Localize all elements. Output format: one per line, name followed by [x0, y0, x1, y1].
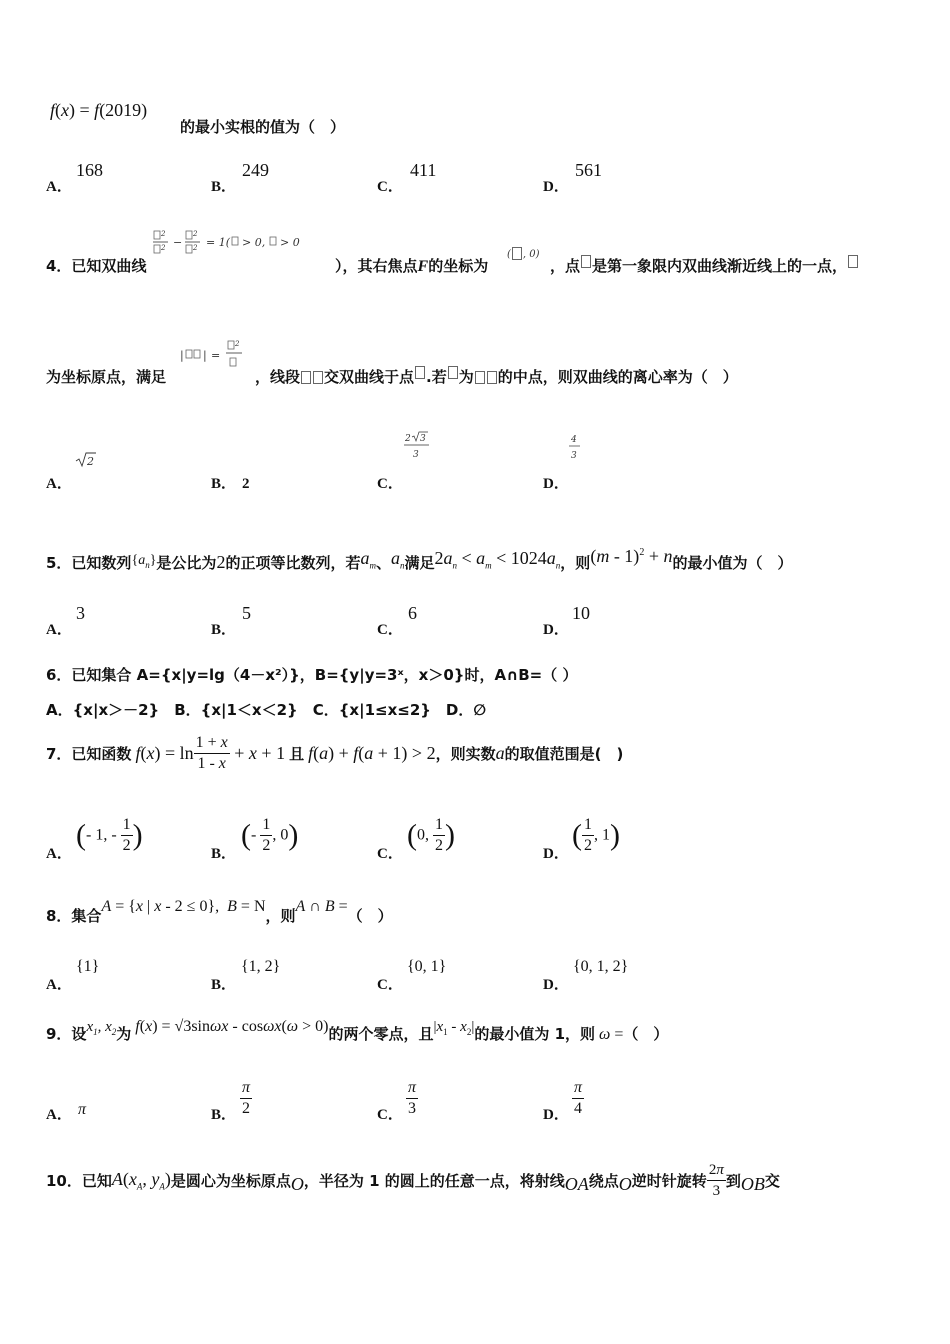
q9-text-min: 的最小值为 1，则: [474, 1025, 596, 1043]
q9-option-b-label: B．: [211, 1107, 237, 1123]
q5-option-c-value: 6: [408, 603, 417, 623]
q7-text-and: 且: [289, 745, 305, 763]
svg-text:= 1(: = 1(: [206, 236, 231, 249]
q8-option-d-value: {0, 1, 2}: [573, 958, 629, 975]
q9-option-c-value: $\frac{\pi}{3}$: [408, 1079, 417, 1117]
svg-text:4: 4: [571, 435, 577, 445]
q9-text-are: 为: [116, 1025, 132, 1043]
q10-text-around: 绕点: [588, 1172, 619, 1190]
q8-option-a-value: {1}: [76, 958, 100, 975]
q4-text-intersect: 交双曲线于点: [324, 368, 415, 386]
svg-text:> 0: > 0: [280, 236, 300, 249]
svg-text:3: 3: [571, 451, 577, 461]
q4-option-b-prefix: B．: [211, 476, 237, 492]
q5-stem: 5．已知数列$\{a_n\}$是公比为2的正项等比数列，若$a_m$、$a_n$满足$2a_n < a_m < 1024a_n$，则(m - 1)$^2$ + n的最小值为（ ）: [46, 546, 793, 572]
q4-stem-part3: [550, 255, 859, 276]
q4-text-asymptote: 是第一象限内双曲线渐近线上的一点，: [592, 257, 848, 275]
q8-option-d-label: D．: [543, 977, 569, 993]
q9-option-b-value: $\frac{\pi}{2}$: [242, 1079, 251, 1117]
q10-text-cross: 交: [764, 1172, 780, 1190]
q4-option-b-label: [211, 472, 250, 493]
q3-option-d-value: 561: [575, 160, 602, 180]
q7-option-c-label: C．: [377, 846, 403, 862]
q3-equation: f(x) = f(2019): [50, 100, 148, 120]
q10-text-radius: ，半径为 1 的圆上的任意一点，将射线: [303, 1172, 565, 1190]
q9-text-start: 9．设: [46, 1025, 87, 1043]
q5-option-a-label: A．: [46, 622, 72, 638]
q4-stem-start: 4．已知双曲线: [46, 257, 147, 275]
q4-text-is: 为: [458, 368, 474, 386]
q4-hyperbola-equation: [152, 228, 337, 265]
q6-options: A．{x|x＞－2} B．{x|1＜x＜2} C．{x|1≤x≤2} D．∅: [46, 701, 487, 719]
q8-option-b-value: {1, 2}: [241, 958, 281, 975]
q5-option-d-label: D．: [543, 622, 569, 638]
q9-text-zeros: 的两个零点，且: [328, 1025, 434, 1043]
svg-text:|: |: [180, 349, 184, 362]
q4-stem-line2a: 为坐标原点，满足: [46, 368, 167, 386]
q4-option-c-label: C．: [377, 476, 403, 492]
q9-text-paren: （ ）: [623, 1025, 669, 1043]
q10-text-start: 10．已知: [46, 1172, 112, 1190]
q7-text-range: 的取值范围是( ): [504, 745, 624, 763]
q7-option-d-value: ( $\frac{1}{2}$ , 1): [572, 816, 620, 854]
q8-text-start: 8．集合: [46, 907, 102, 925]
q3-option-d-label: D．: [543, 179, 569, 195]
q7-option-d-label: D．: [543, 846, 569, 862]
q7-var-a: a: [495, 743, 505, 763]
q4-text-coords: 的坐标为: [428, 257, 489, 275]
svg-text:2: 2: [235, 340, 240, 348]
q8-text-then: ，则: [265, 907, 296, 925]
q10-text-to: 到: [725, 1172, 741, 1190]
q5-option-b-label: B．: [211, 622, 237, 638]
q6-stem: 6．已知集合 A={x|y=lg（4－x²）}，B={y|y=3ˣ，x＞0}时，A∩B=（ ）: [46, 666, 578, 684]
q9-option-d-value: $\frac{\pi}{4}$: [574, 1079, 583, 1117]
svg-text:2: 2: [193, 244, 198, 252]
q7-option-b-value: (- $\frac{1}{2}$ , 0): [241, 816, 299, 854]
svg-text:−: −: [173, 236, 183, 249]
q4-option-c-value: [403, 430, 431, 471]
q3-option-b-label: B．: [211, 179, 237, 195]
svg-text:|: |: [203, 349, 207, 362]
q5-option-b-value: 5: [242, 603, 251, 623]
q4-option-d-label: D．: [543, 476, 569, 492]
q5-text-min: 的最小值为（ ）: [672, 554, 793, 572]
q4-option-a-label: A．: [46, 476, 72, 492]
q5-text-ratio: 是公比为: [156, 554, 217, 572]
q9-option-d-label: D．: [543, 1107, 569, 1123]
q5-text-positive: 的正项等比数列，若: [225, 554, 361, 572]
q8-option-b-label: B．: [211, 977, 237, 993]
q5-option-c-label: C．: [377, 622, 403, 638]
q7-option-a-label: A．: [46, 846, 72, 862]
q3-option-c-value: 411: [410, 160, 437, 180]
q4-option-d-value: [568, 432, 582, 469]
q8-text-paren: （ ）: [347, 907, 393, 925]
q3-option-b-value: 249: [242, 160, 269, 180]
svg-text:2: 2: [87, 455, 94, 468]
svg-text:> 0,: > 0,: [242, 236, 266, 249]
svg-text:2: 2: [193, 230, 198, 238]
q4-stem-part2: [335, 255, 488, 276]
q10-stem: 10．已知$A(x_A$, $y_A$)是圆心为坐标原点O，半径为 1 的圆上的任意一点，将射线OA绕点O逆时针旋转 $\frac{2\pi}{3}$ 到OB交: [46, 1162, 780, 1199]
svg-text:2: 2: [161, 230, 166, 238]
q4-text-focus: ），其右焦点: [335, 257, 418, 275]
q4-option-a-value: [75, 450, 97, 475]
svg-text:2: 2: [405, 434, 411, 444]
q8-stem: 8．集合A = {x | x - 2 ≤ 0}, B = N，则A ∩ B =（ ）: [46, 898, 393, 925]
q8-option-c-value: {0, 1}: [407, 958, 447, 975]
q7-stem: 7．已知函数 f(x) = ln $\frac{1 + x}{1 - x}$ + x + 1 且 f(a) + f(a + 1) > 2，则实数a的取值范围是( ): [46, 734, 624, 772]
q4-text-if: .若: [426, 368, 447, 386]
q9-option-c-label: C．: [377, 1107, 403, 1123]
q4-stem-line2b: [255, 366, 738, 387]
svg-text:2: 2: [161, 244, 166, 252]
q4-text-segment: ，线段: [255, 368, 301, 386]
q3-option-c-label: C．: [377, 179, 403, 195]
q5-option-d-value: 10: [572, 603, 590, 623]
q5-text-start: 5．已知数列: [46, 554, 132, 572]
q4-focus-coordinates: ( , 0): [507, 244, 540, 262]
q3-stem-tail: 的最小实根的值为（ ）: [180, 118, 346, 136]
q3-option-a-label: A．: [46, 179, 72, 195]
q9-option-a-label: A．: [46, 1107, 72, 1123]
q8-option-c-label: C．: [377, 977, 403, 993]
q5-ratio-value: 2: [216, 552, 226, 572]
q9-stem: 9．设$x_1$, $x_2$为 f(x) = √3sinωx - cosωx(ω > 0)的两个零点，且$|x_1 - x_2|$的最小值为 1，则 ω =（ ）: [46, 1018, 669, 1043]
q7-text-start: 7．已知函数: [46, 745, 132, 763]
q5-option-a-value: 3: [76, 603, 85, 623]
q4-focus-f: F: [417, 258, 429, 275]
q4-condition-formula: [180, 338, 255, 379]
q7-option-c-value: (0, $\frac{1}{2}$ ): [407, 816, 455, 854]
q4-option-b-value: 2: [242, 476, 250, 492]
svg-text:3: 3: [413, 450, 419, 460]
q3-option-a-value: 168: [76, 160, 103, 180]
svg-text:=: =: [211, 349, 221, 362]
q5-text-comma: 、: [375, 554, 391, 572]
q4-text-midpoint: 的中点，则双曲线的离心率为（ ）: [497, 368, 738, 386]
q10-text-rotate: 逆时针旋转: [631, 1172, 707, 1190]
q7-option-b-label: B．: [211, 846, 237, 862]
q4-text-point: ，点: [550, 257, 581, 275]
svg-text:3: 3: [420, 434, 426, 444]
q5-text-then: ，则: [560, 554, 591, 572]
q9-option-a-value: π: [78, 1101, 87, 1118]
q7-text-then: ，则实数: [435, 745, 496, 763]
q10-text-circle: 是圆心为坐标原点: [170, 1172, 291, 1190]
q5-text-satisfy: 满足: [404, 554, 435, 572]
q8-option-a-label: A．: [46, 977, 72, 993]
q7-option-a-value: (- 1, - $\frac{1}{2}$ ): [76, 816, 143, 854]
